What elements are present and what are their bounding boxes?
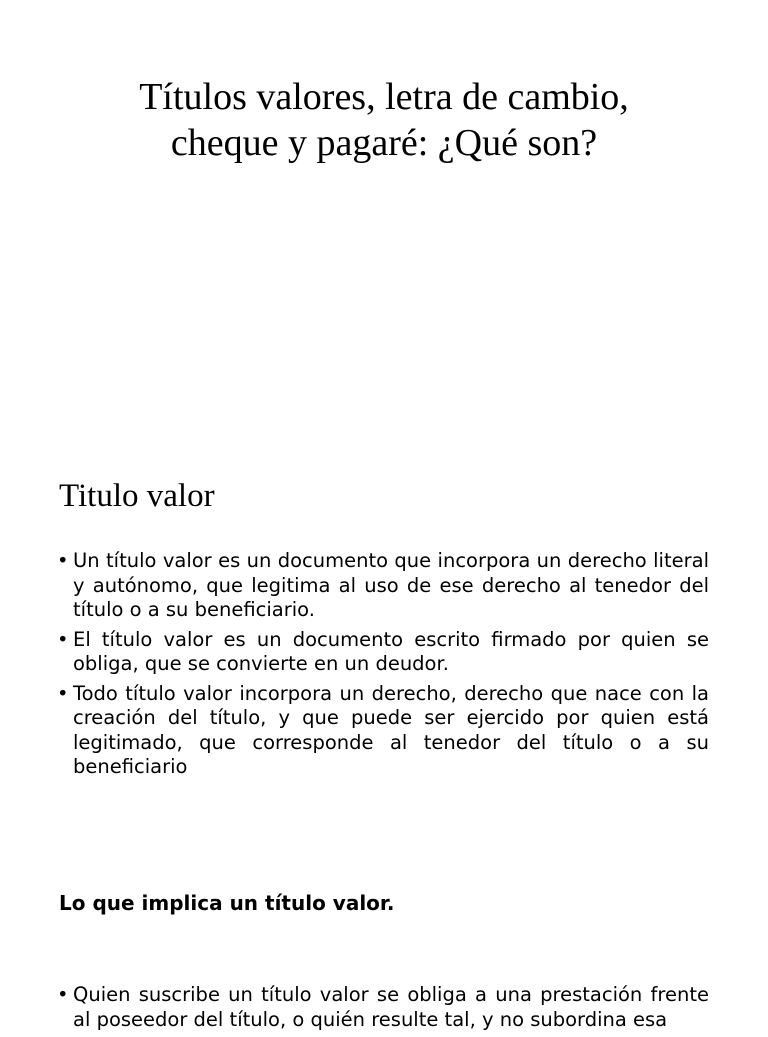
bullet-dot-icon: • (57, 983, 69, 1006)
bullet-item (57, 682, 709, 780)
slide-2-title: Titulo valor (59, 478, 215, 514)
bullet-text: Un título valor es un documento que incorpora un derecho literal y autónomo, que legitima al uso de ese derecho al tenedor del título o a su beneficiario. (73, 549, 709, 621)
bullet-item (57, 628, 709, 677)
bullet-item (57, 983, 709, 1032)
slide-1-title (40, 74, 728, 166)
bullet-list-definition (57, 549, 709, 785)
bullet-dot-icon: • (57, 681, 69, 705)
slide-1-title-line-2: cheque y pagaré: ¿Qué son? (170, 122, 598, 164)
bullet-item (57, 549, 709, 623)
bullet-dot-icon: • (57, 549, 69, 572)
bullet-list-implications (57, 983, 709, 1037)
slide-1 (0, 0, 768, 440)
slide-1-title-line-1: Títulos valores, letra de cambio, (139, 76, 629, 118)
implications-subheading: Lo que implica un título valor. (59, 891, 395, 915)
slide-2 (0, 440, 768, 1031)
bullet-dot-icon: • (57, 627, 69, 651)
bullet-text: Quien suscribe un título valor se obliga a una prestación frente al poseedor del título, o quién resulte tal, y no subordina esa (73, 983, 709, 1031)
bullet-text: El título valor es un documento escrito firmado por quien se obliga, que se convierte en un deudor. (73, 627, 709, 675)
bullet-text: Todo título valor incorpora un derecho, derecho que nace con la creación del título, y que puede ser ejercido por quien está legitimado, que corresponde al tenedor del título o a su beneficiario (73, 681, 709, 778)
